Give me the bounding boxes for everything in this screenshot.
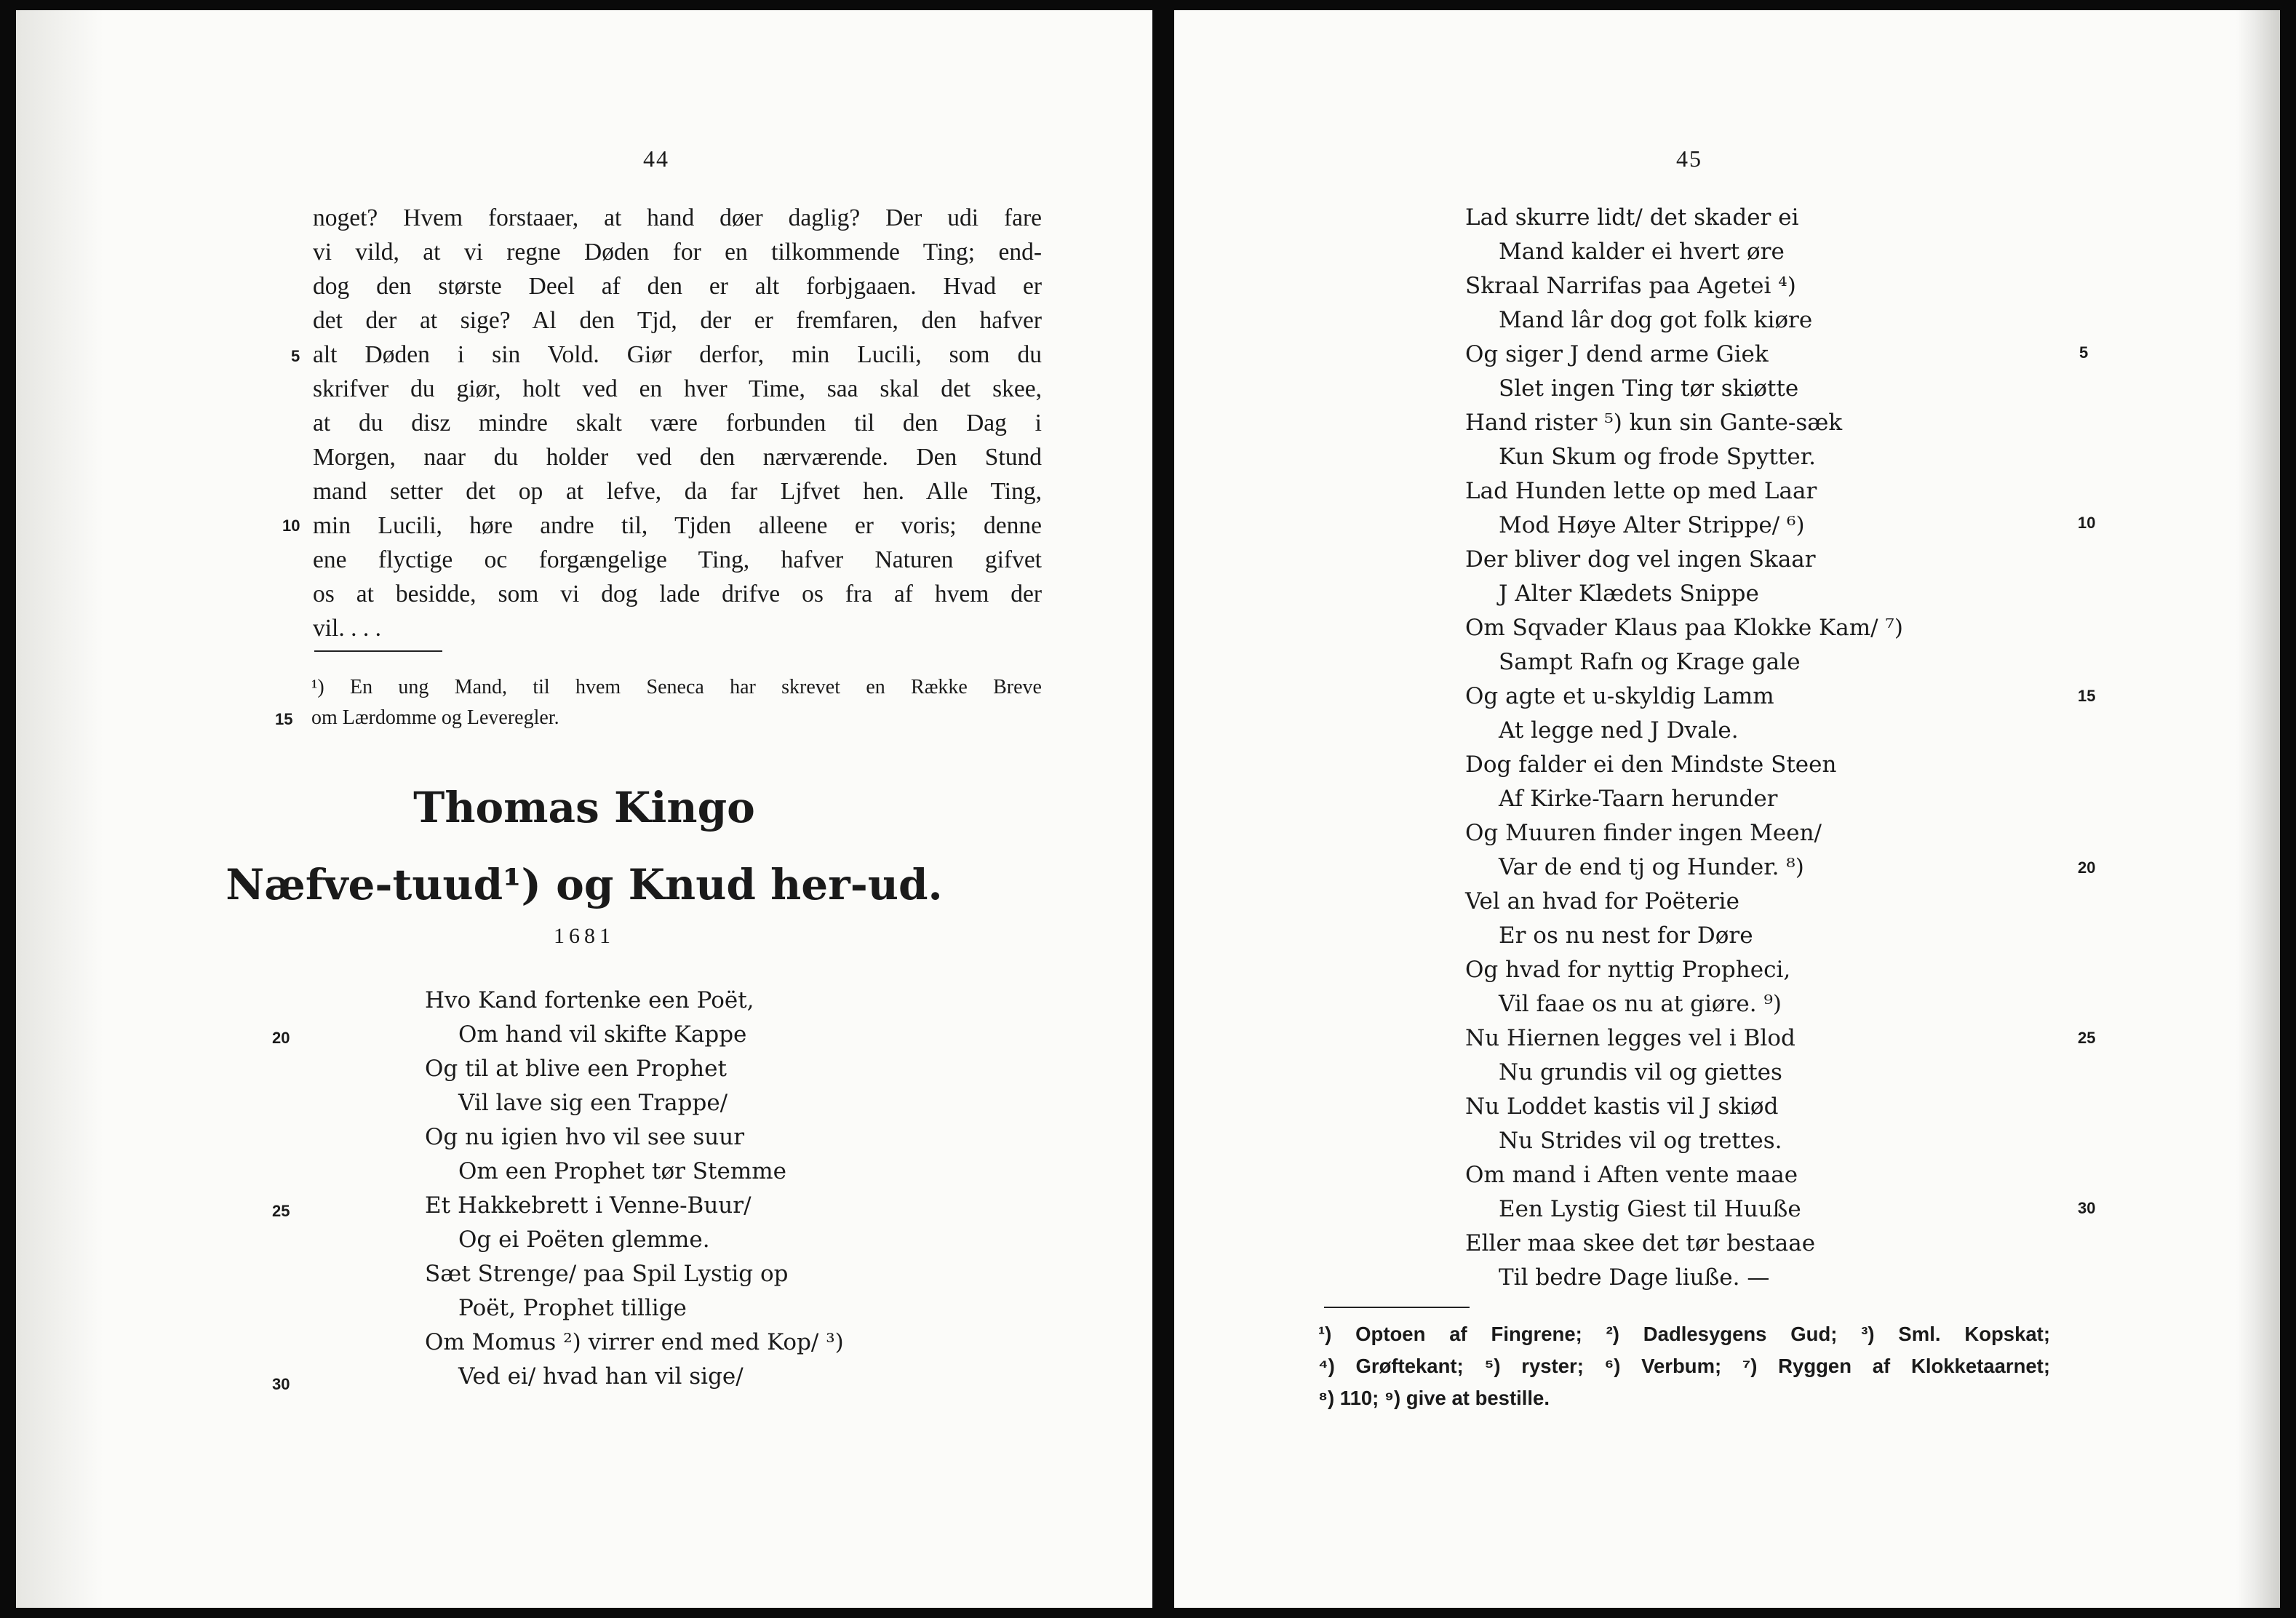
line-number: 5 <box>291 347 300 365</box>
prose-line: mand setter det op at lefve, da far Ljfvet hen. Alle Ting, <box>313 478 1042 505</box>
prose-line: os at besidde, som vi dog lade drifve os fra af hvem der <box>313 581 1042 607</box>
prose-line: min Lucili, høre andre til, Tjden alleene er voris; denne <box>313 512 1042 539</box>
verse-line: Mand lâr dog got folk kiøre <box>1499 307 1813 333</box>
line-number: 10 <box>282 517 300 535</box>
footnote <box>1318 1318 2050 1414</box>
verse-line: Nu Loddet kastis vil J skiød <box>1465 1093 1779 1120</box>
line-number: 15 <box>2078 687 2096 705</box>
verse-line: Slet ingen Ting tør skiøtte <box>1499 375 1799 402</box>
verse-line: Og siger J dend arme Giek <box>1465 341 1769 367</box>
verse-line: Og ei Poëten glemme. <box>458 1227 710 1253</box>
verse-line: Mand kalder ei hvert øre <box>1499 239 1785 265</box>
right-page <box>1174 10 2280 1608</box>
line-number: 30 <box>272 1375 290 1393</box>
verse-line: Hand rister ⁵) kun sin Gante-sæk <box>1465 410 1843 436</box>
verse-line: Et Hakkebrett i Venne-Buur/ <box>425 1192 752 1219</box>
footnote-rule <box>1324 1307 1470 1308</box>
prose-line: alt Døden i sin Vold. Giør derfor, min Lucili, som du <box>313 341 1042 368</box>
verse-line: Nu Hiernen legges vel i Blod <box>1465 1025 1795 1051</box>
verse-line: Der bliver dog vel ingen Skaar <box>1465 546 1816 573</box>
verse-line: Lad skurre lidt/ det skader ei <box>1465 204 1799 231</box>
prose-line: Morgen, naar du holder ved den nærværende. Den Stund <box>313 444 1042 471</box>
verse-line: Sæt Strenge/ paa Spil Lystig op <box>425 1261 789 1287</box>
verse-block <box>425 984 844 1394</box>
verse-line: Og agte et u-skyldig Lamm <box>1465 683 1774 709</box>
verse-line: Var de end tj og Hunder. ⁸) <box>1499 854 1804 880</box>
left-page <box>16 10 1152 1608</box>
page-edge-shadow <box>2236 10 2280 1608</box>
footnote-line: ⁴) Grøftekant; ⁵) ryster; ⁶) Verbum; ⁷) Ryggen af Klokketaarnet; <box>1318 1355 2050 1377</box>
verse-line: Til bedre Dage liuße. — <box>1499 1264 1770 1291</box>
footnote-rule <box>314 650 442 652</box>
prose-text <box>313 201 1042 645</box>
prose-line: noget? Hvem forstaaer, at hand døer daglig? Der udi fare <box>313 204 1042 231</box>
line-number: 20 <box>272 1029 290 1047</box>
verse-line: Af Kirke-Taarn herunder <box>1499 786 1778 812</box>
verse-line: Poët, Prophet tillige <box>458 1295 687 1321</box>
verse-block <box>1465 201 1903 1295</box>
line-number: 5 <box>2079 343 2089 362</box>
verse-line: Sampt Rafn og Krage gale <box>1499 649 1801 675</box>
line-number: 15 <box>275 710 293 728</box>
footnote <box>311 672 1042 733</box>
verse-line: Vel an hvad for Poëterie <box>1465 888 1739 914</box>
verse-line: Eller maa skee det tør bestaae <box>1465 1230 1816 1256</box>
verse-line: Een Lystig Giest til Huuße <box>1499 1196 1801 1222</box>
verse-line: Om Momus ²) virrer end med Kop/ ³) <box>425 1329 844 1355</box>
verse-line: Nu Strides vil og trettes. <box>1499 1128 1782 1154</box>
verse-line: Og til at blive een Prophet <box>425 1056 727 1082</box>
line-number: 10 <box>2078 514 2096 532</box>
verse-line: Skraal Narrifas paa Agetei ⁴) <box>1465 273 1796 299</box>
prose-line: vil. . . . <box>313 615 381 642</box>
poem-author: Thomas Kingo <box>413 783 755 832</box>
footnote-line: ¹) En ung Mand, til hvem Seneca har skrevet en Række Breve <box>311 676 1042 698</box>
verse-line: Om hand vil skifte Kappe <box>458 1021 747 1048</box>
prose-line: vi vild, at vi regne Døden for en tilkommende Ting; end- <box>313 239 1042 266</box>
prose-line: det der at sige? Al den Tjd, der er fremfaren, den hafver <box>313 307 1042 334</box>
line-number: 30 <box>2078 1199 2096 1217</box>
verse-line: Og nu igien hvo vil see suur <box>425 1124 745 1150</box>
line-number: 20 <box>2078 858 2096 877</box>
line-number: 25 <box>2078 1029 2096 1047</box>
prose-line: ene flyctige oc forgængelige Ting, hafver Naturen gifvet <box>313 546 1042 573</box>
page-number: 45 <box>1676 146 1702 172</box>
verse-line: Vil lave sig een Trappe/ <box>458 1090 728 1116</box>
verse-line: Ved ei/ hvad han vil sige/ <box>458 1363 744 1390</box>
prose-line: dog den største Deel af den er alt forbjgaaen. Hvad er <box>313 273 1042 300</box>
poem-year: 1681 <box>554 924 615 948</box>
verse-line: Om mand i Aften vente maae <box>1465 1162 1798 1188</box>
verse-line: J Alter Klædets Snippe <box>1499 581 1759 607</box>
verse-line: Om Sqvader Klaus paa Klokke Kam/ ⁷) <box>1465 615 1903 641</box>
line-number: 25 <box>272 1202 290 1220</box>
footnote-line: om Lærdomme og Leveregler. <box>311 706 559 729</box>
page-number: 44 <box>643 146 669 172</box>
prose-line: at du disz mindre skalt være forbunden til den Dag i <box>313 410 1042 437</box>
verse-line: Mod Høye Alter Strippe/ ⁶) <box>1499 512 1805 538</box>
verse-line: Og hvad for nyttig Propheci, <box>1465 957 1791 983</box>
verse-line: Vil faae os nu at giøre. ⁹) <box>1499 991 1782 1017</box>
prose-line: skrifver du giør, holt ved en hver Time, saa skal det skee, <box>313 375 1042 402</box>
poem-title: Næfve-tuud¹) og Knud her-ud. <box>226 860 943 909</box>
verse-line: Om een Prophet tør Stemme <box>458 1158 786 1184</box>
verse-line: Er os nu nest for Døre <box>1499 922 1753 949</box>
verse-line: Nu grundis vil og giettes <box>1499 1059 1782 1085</box>
verse-line: Hvo Kand fortenke een Poët, <box>425 987 754 1013</box>
verse-line: Og Muuren finder ingen Meen/ <box>1465 820 1822 846</box>
verse-line: Dog falder ei den Mindste Steen <box>1465 752 1837 778</box>
verse-line: Kun Skum og frode Spytter. <box>1499 444 1816 470</box>
verse-line: At legge ned J Dvale. <box>1499 717 1739 744</box>
footnote-line: ⁸) 110; ⁹) give at bestille. <box>1318 1387 1550 1409</box>
footnote-line: ¹) Optoen af Fingrene; ²) Dadlesygens Gud; ³) Sml. Kopskat; <box>1318 1323 2050 1345</box>
verse-line: Lad Hunden lette op med Laar <box>1465 478 1817 504</box>
